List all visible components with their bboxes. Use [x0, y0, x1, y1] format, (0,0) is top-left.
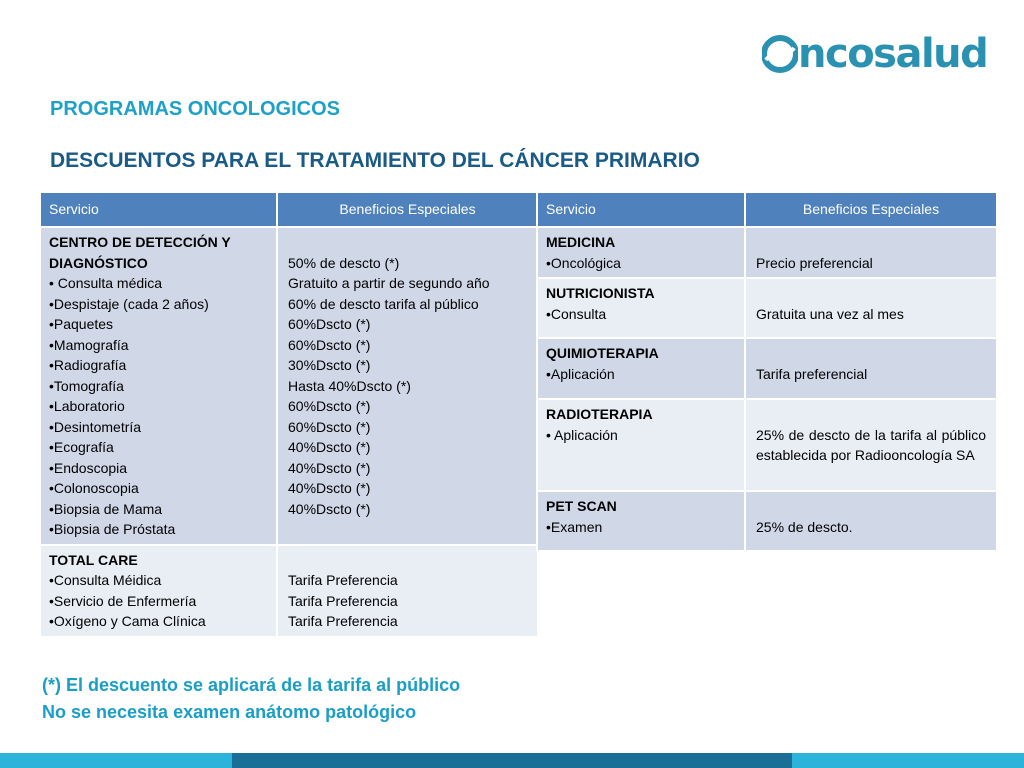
benefit-item: 60%Dscto (*)	[288, 316, 371, 332]
benefit-item: 25% de descto.	[756, 518, 853, 535]
discount-footnote: (*) El descuento se aplicará de la tarifa al público	[42, 675, 461, 695]
table-row	[537, 491, 997, 551]
benefit-cell	[745, 338, 997, 399]
service-header: Servicio	[537, 192, 745, 227]
service-cell	[40, 545, 277, 637]
service-header: Servicio	[40, 192, 277, 227]
service-cell	[537, 227, 745, 278]
benefit-item: 60%Dscto (*)	[288, 336, 371, 353]
service-item: •Oncológica	[546, 254, 621, 271]
service-title: CENTRO DE DETECCIÓN Y DIAGNÓSTICO	[49, 234, 231, 271]
service-cell	[537, 338, 745, 399]
right-services-table	[536, 191, 998, 552]
service-title: NUTRICIONISTA	[546, 285, 655, 301]
benefits-header: Beneficios Especiales	[745, 192, 997, 227]
benefit-item: Tarifa Preferencia	[288, 592, 398, 609]
benefit-cell	[277, 227, 538, 545]
service-title: TOTAL CARE	[49, 551, 138, 568]
benefit-item: 30%Dscto (*)	[288, 357, 371, 373]
service-cell	[537, 399, 745, 491]
footer-bar-right	[792, 753, 1024, 768]
footer-bar-left	[0, 753, 232, 768]
service-item: •Mamografía	[49, 336, 129, 353]
benefit-item: 40%Dscto (*)	[288, 500, 371, 517]
benefit-cell	[277, 545, 538, 637]
service-title: RADIOTERAPIA	[546, 406, 653, 422]
table-row	[40, 227, 538, 545]
benefit-item: 50% de descto (*)	[288, 254, 400, 271]
benefit-item: Gratuito a partir de segundo año	[288, 275, 490, 291]
benefit-item: Hasta 40%Dscto (*)	[288, 377, 411, 394]
left-services-table	[39, 191, 539, 638]
service-item: •Examen	[546, 518, 603, 535]
table-row	[537, 227, 997, 278]
benefit-item: 40%Dscto (*)	[288, 439, 371, 455]
service-item: •Laboratorio	[49, 398, 125, 414]
service-item: •Radiografía	[49, 357, 127, 373]
service-item: •Servicio de Enfermería	[49, 592, 197, 609]
benefit-cell	[745, 278, 997, 338]
benefits-header: Beneficios Especiales	[277, 192, 538, 227]
benefit-item: Precio preferencial	[756, 254, 873, 271]
service-item: •Ecografía	[49, 439, 114, 455]
benefit-item: Tarifa preferencial	[756, 365, 868, 382]
service-item: •Biopsia de Próstata	[49, 521, 176, 537]
benefit-item: 60%Dscto (*)	[288, 418, 371, 435]
benefit-item: 60%Dscto (*)	[288, 398, 371, 414]
footer-bar-middle	[232, 753, 792, 768]
service-cell	[40, 227, 277, 545]
service-cell	[537, 491, 745, 551]
table-row	[537, 399, 997, 491]
service-item: •Aplicación	[546, 365, 615, 382]
service-item: •Desintometría	[49, 418, 142, 435]
service-item: •Tomografía	[49, 377, 124, 394]
table-row	[537, 278, 997, 338]
benefit-cell	[745, 227, 997, 278]
benefit-item: Tarifa Preferencia	[288, 613, 398, 629]
table-row	[537, 338, 997, 399]
benefit-item: 40%Dscto (*)	[288, 459, 371, 476]
left-table-header	[40, 192, 538, 227]
service-title: PET SCAN	[546, 498, 617, 514]
service-item: •Colonoscopia	[49, 480, 139, 496]
oncosalud-logo-icon	[762, 34, 798, 74]
right-table-header	[537, 192, 997, 227]
benefit-item: 40%Dscto (*)	[288, 480, 371, 496]
benefit-item: 60% de descto tarifa al público	[288, 295, 479, 312]
service-item: •Despistaje (cada 2 años)	[49, 295, 209, 312]
service-title: QUIMIOTERAPIA	[546, 345, 659, 361]
logo-text: ncosalud	[798, 31, 988, 77]
benefit-item: Gratuita una vez al mes	[756, 305, 904, 322]
program-title: PROGRAMAS ONCOLOGICOS	[50, 98, 341, 120]
pathology-footnote: No se necesita examen anátomo patológico	[42, 702, 417, 722]
discount-subtitle: DESCUENTOS PARA EL TRATAMIENTO DEL CÁNCER PRIMARIO	[50, 149, 700, 172]
oncosalud-logo	[762, 30, 1007, 78]
service-item: •Biopsia de Mama	[49, 500, 163, 517]
service-item: • Aplicación	[546, 426, 618, 443]
service-item: •Paquetes	[49, 316, 114, 332]
benefit-cell	[745, 399, 997, 491]
benefit-item: 25% de descto de la tarifa al público establecida por Radiooncología SA	[756, 426, 986, 463]
service-item: •Consulta	[546, 305, 607, 322]
service-item: • Consulta médica	[49, 275, 163, 291]
benefit-item: Tarifa Preferencia	[288, 572, 398, 588]
benefit-cell	[745, 491, 997, 551]
table-row	[40, 545, 538, 637]
service-item: •Oxígeno y Cama Clínica	[49, 613, 206, 629]
service-title: MEDICINA	[546, 234, 616, 250]
service-cell	[537, 278, 745, 338]
service-item: •Consulta Méidica	[49, 572, 162, 588]
service-item: •Endoscopia	[49, 459, 128, 476]
